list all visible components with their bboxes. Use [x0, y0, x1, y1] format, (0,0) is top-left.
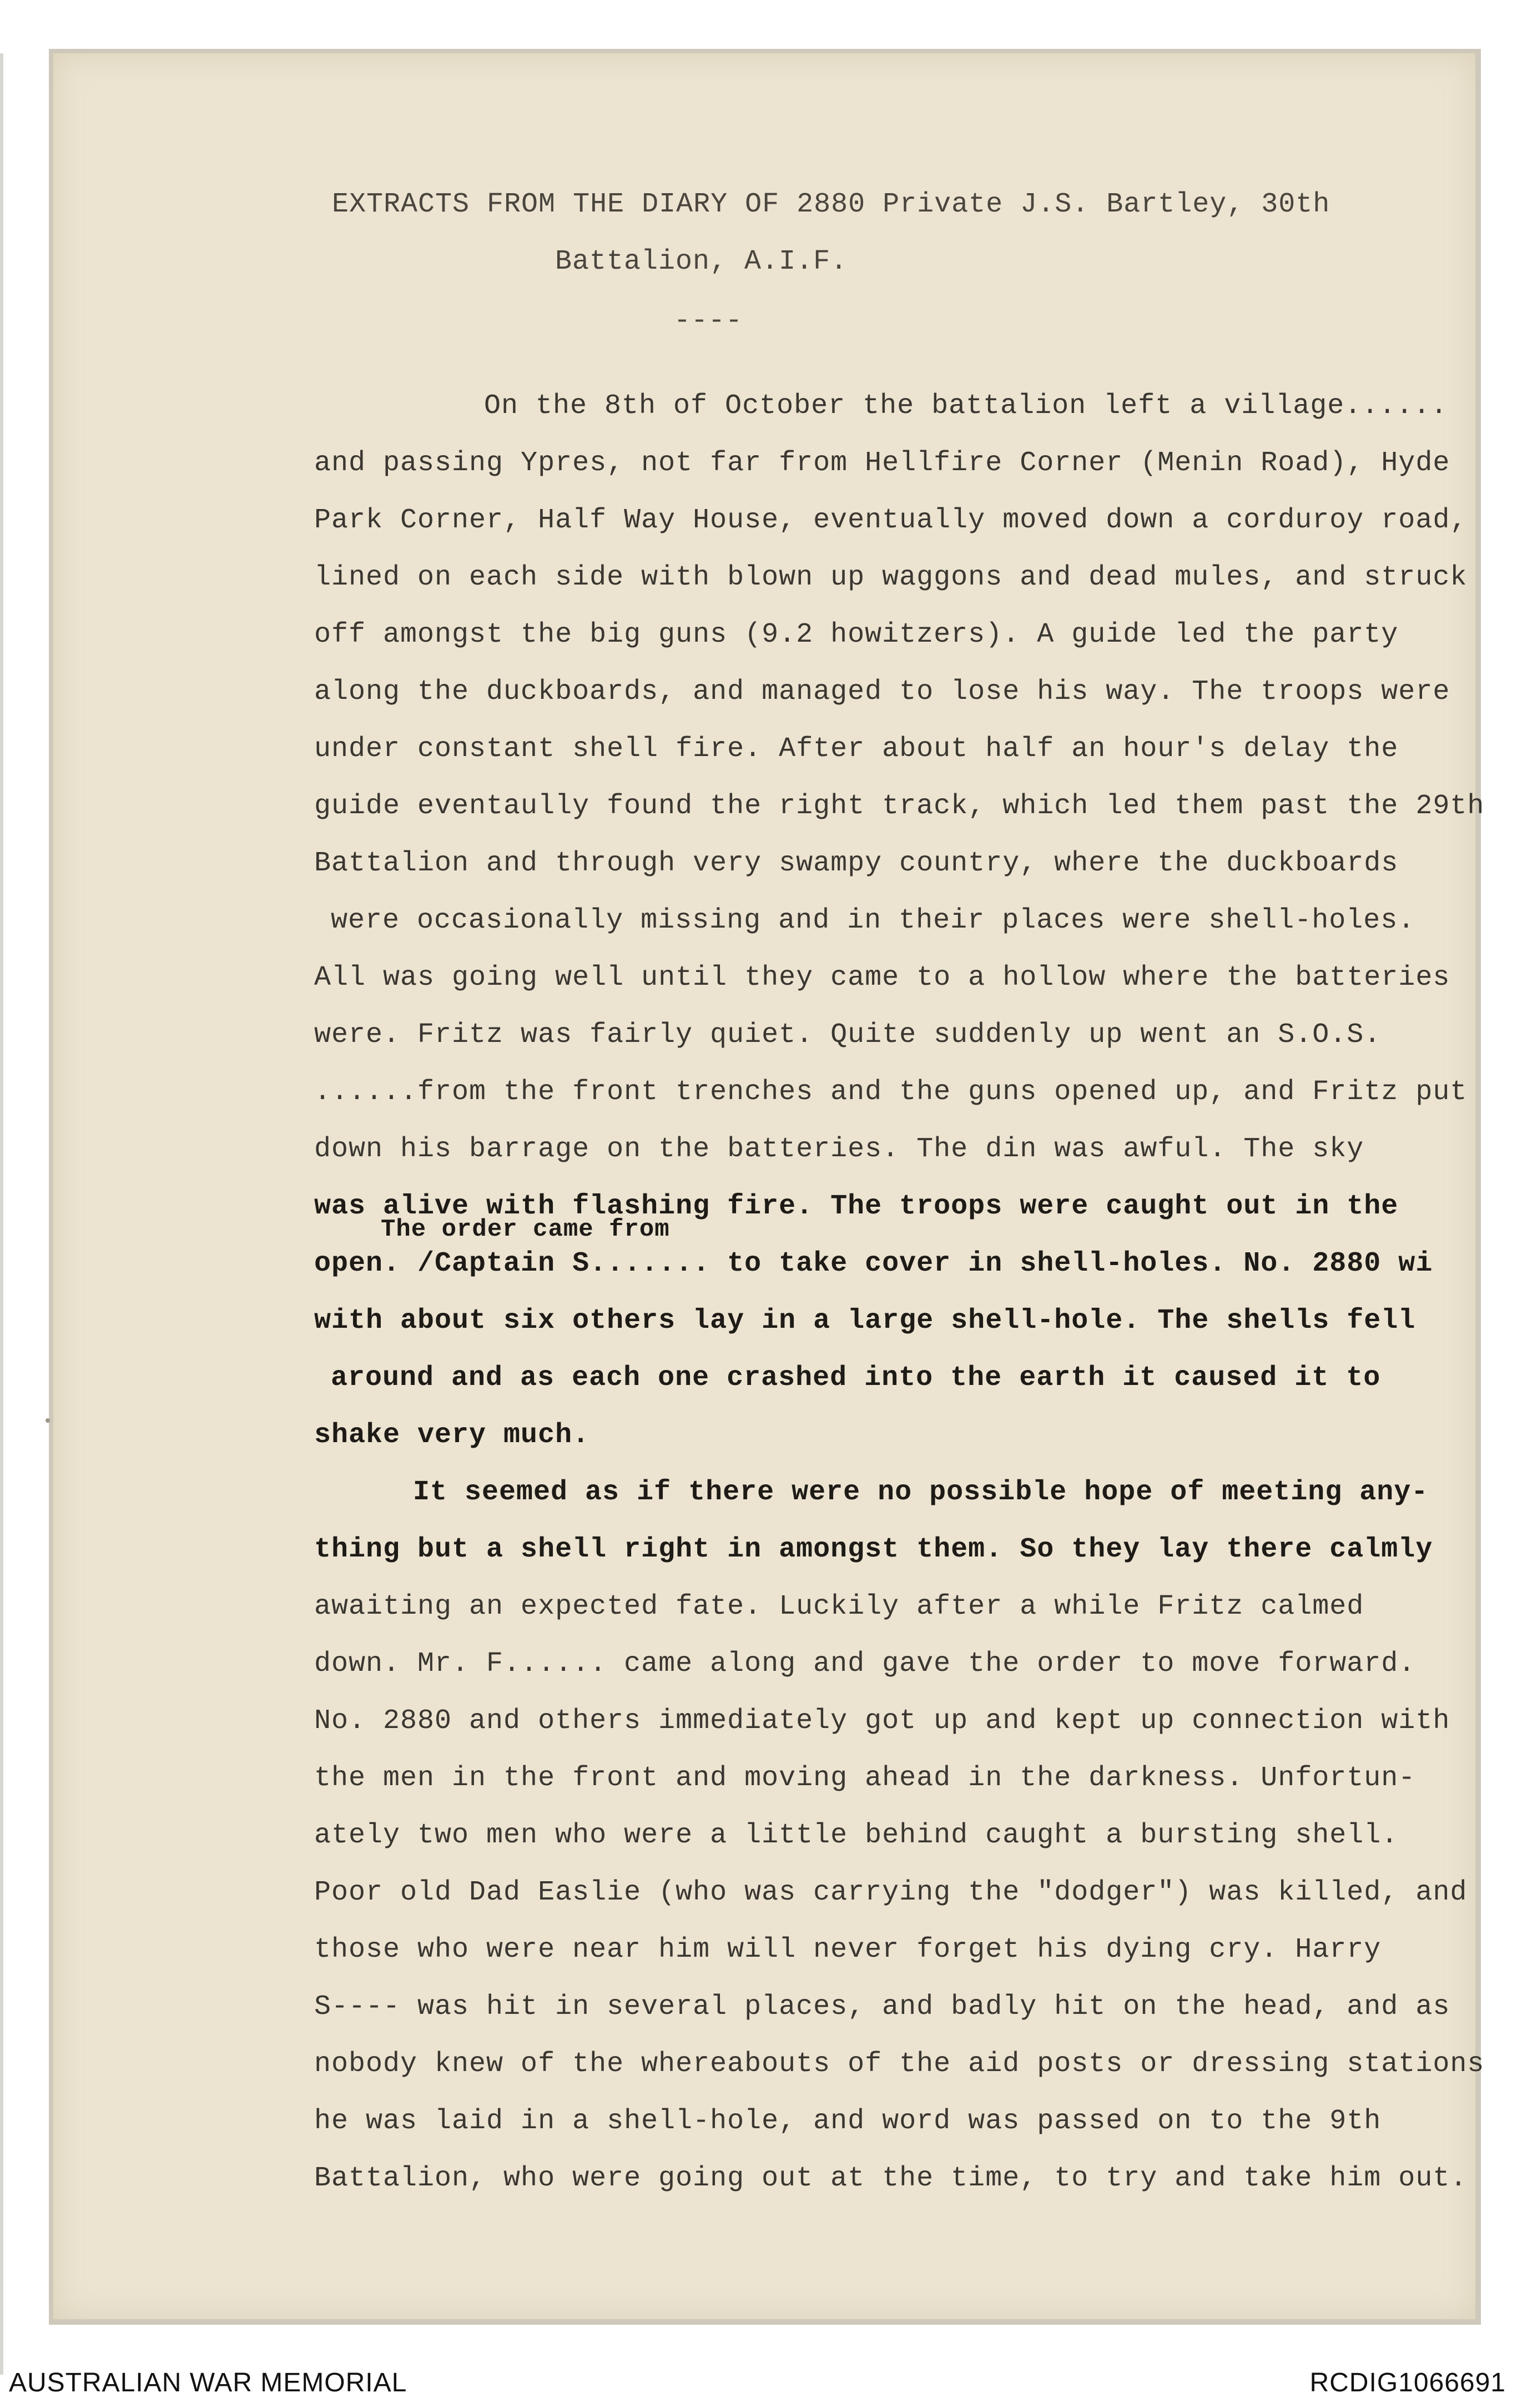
- paragraph-2-line: Battalion, who were going out at the time, to try and take him out.: [314, 2163, 1468, 2194]
- paragraph-2-line: down. Mr. F...... came along and gave the order to move forward.: [314, 1648, 1416, 1680]
- paragraph-2-line: thing but a shell right in amongst them. So they lay there calmly: [314, 1534, 1433, 1565]
- paragraph-1-line: guide eventaully found the right track, which led them past the 29th: [314, 790, 1485, 822]
- paragraph-2-line: S---- was hit in several places, and badly hit on the head, and as: [314, 1991, 1450, 2023]
- scan-left-edge: [0, 53, 3, 2375]
- paragraph-1-line: lined on each side with blown up waggons and dead mules, and struck: [314, 562, 1468, 593]
- paragraph-2-line: ately two men who were a little behind caught a bursting shell.: [314, 1820, 1399, 1851]
- paragraph-1-line: were. Fritz was fairly quiet. Quite suddenly up went an S.O.S.: [314, 1019, 1382, 1051]
- paragraph-2-line: the men in the front and moving ahead in the darkness. Unfortun-: [314, 1762, 1416, 1794]
- paragraph-1-line: On the 8th of October the battalion left a village......: [484, 390, 1448, 422]
- paragraph-2-line: It seemed as if there were no possible hope of meeting any-: [413, 1477, 1429, 1508]
- paragraph-1-line: down his barrage on the batteries. The din was awful. The sky: [314, 1134, 1364, 1165]
- footer-archive-name: AUSTRALIAN WAR MEMORIAL: [9, 2368, 407, 2397]
- paragraph-1-line: along the duckboards, and managed to lose his way. The troops were: [314, 676, 1450, 708]
- document-title-line-2: Battalion, A.I.F.: [555, 246, 848, 278]
- paragraph-1-line: was alive with flashing fire. The troops were caught out in the: [314, 1191, 1399, 1222]
- paragraph-1-line: under constant shell fire. After about half an hour's delay the: [314, 733, 1399, 765]
- paragraph-1-line: with about six others lay in a large shell-hole. The shells fell: [314, 1305, 1416, 1337]
- paragraph-1-line: were occasionally missing and in their places were shell-holes.: [331, 905, 1415, 936]
- paragraph-1-line: shake very much.: [314, 1419, 590, 1451]
- paragraph-1-line: ......from the front trenches and the guns opened up, and Fritz put: [314, 1076, 1468, 1108]
- paragraph-1-line: off amongst the big guns (9.2 howitzers). A guide led the party: [314, 619, 1399, 651]
- paragraph-1-line: open. /Captain S....... to take cover in shell-holes. No. 2880 wi: [314, 1248, 1433, 1279]
- paragraph-2-line: No. 2880 and others immediately got up and kept up connection with: [314, 1705, 1450, 1737]
- paragraph-2-line: he was laid in a shell-hole, and word was passed on to the 9th: [314, 2105, 1382, 2137]
- paragraph-1-line: Battalion and through very swampy country, where the duckboards: [314, 848, 1399, 879]
- paragraph-1-line: and passing Ypres, not far from Hellfire Corner (Menin Road), Hyde: [314, 447, 1450, 479]
- title-separator: ----: [674, 305, 743, 337]
- handwritten-insertion: The order came from: [381, 1216, 670, 1243]
- paragraph-1-line: All was going well until they came to a hollow where the batteries: [314, 962, 1450, 994]
- document-title-line-1: EXTRACTS FROM THE DIARY OF 2880 Private J.S. Bartley, 30th: [332, 189, 1330, 220]
- paragraph-1-line: Park Corner, Half Way House, eventually moved down a corduroy road,: [314, 505, 1468, 536]
- paragraph-2-line: nobody knew of the whereabouts of the aid posts or dressing stations: [314, 2048, 1485, 2080]
- paragraph-2-line: those who were near him will never forget his dying cry. Harry: [314, 1934, 1382, 1966]
- paragraph-1-line: around and as each one crashed into the earth it caused it to: [331, 1362, 1381, 1394]
- paragraph-2-line: Poor old Dad Easlie (who was carrying the "dodger") was killed, and: [314, 1877, 1468, 1908]
- paragraph-2-line: awaiting an expected fate. Luckily after a while Fritz calmed: [314, 1591, 1364, 1623]
- punch-hole-mark: [46, 1418, 50, 1423]
- footer-record-id: RCDIG1066691: [1309, 2368, 1506, 2397]
